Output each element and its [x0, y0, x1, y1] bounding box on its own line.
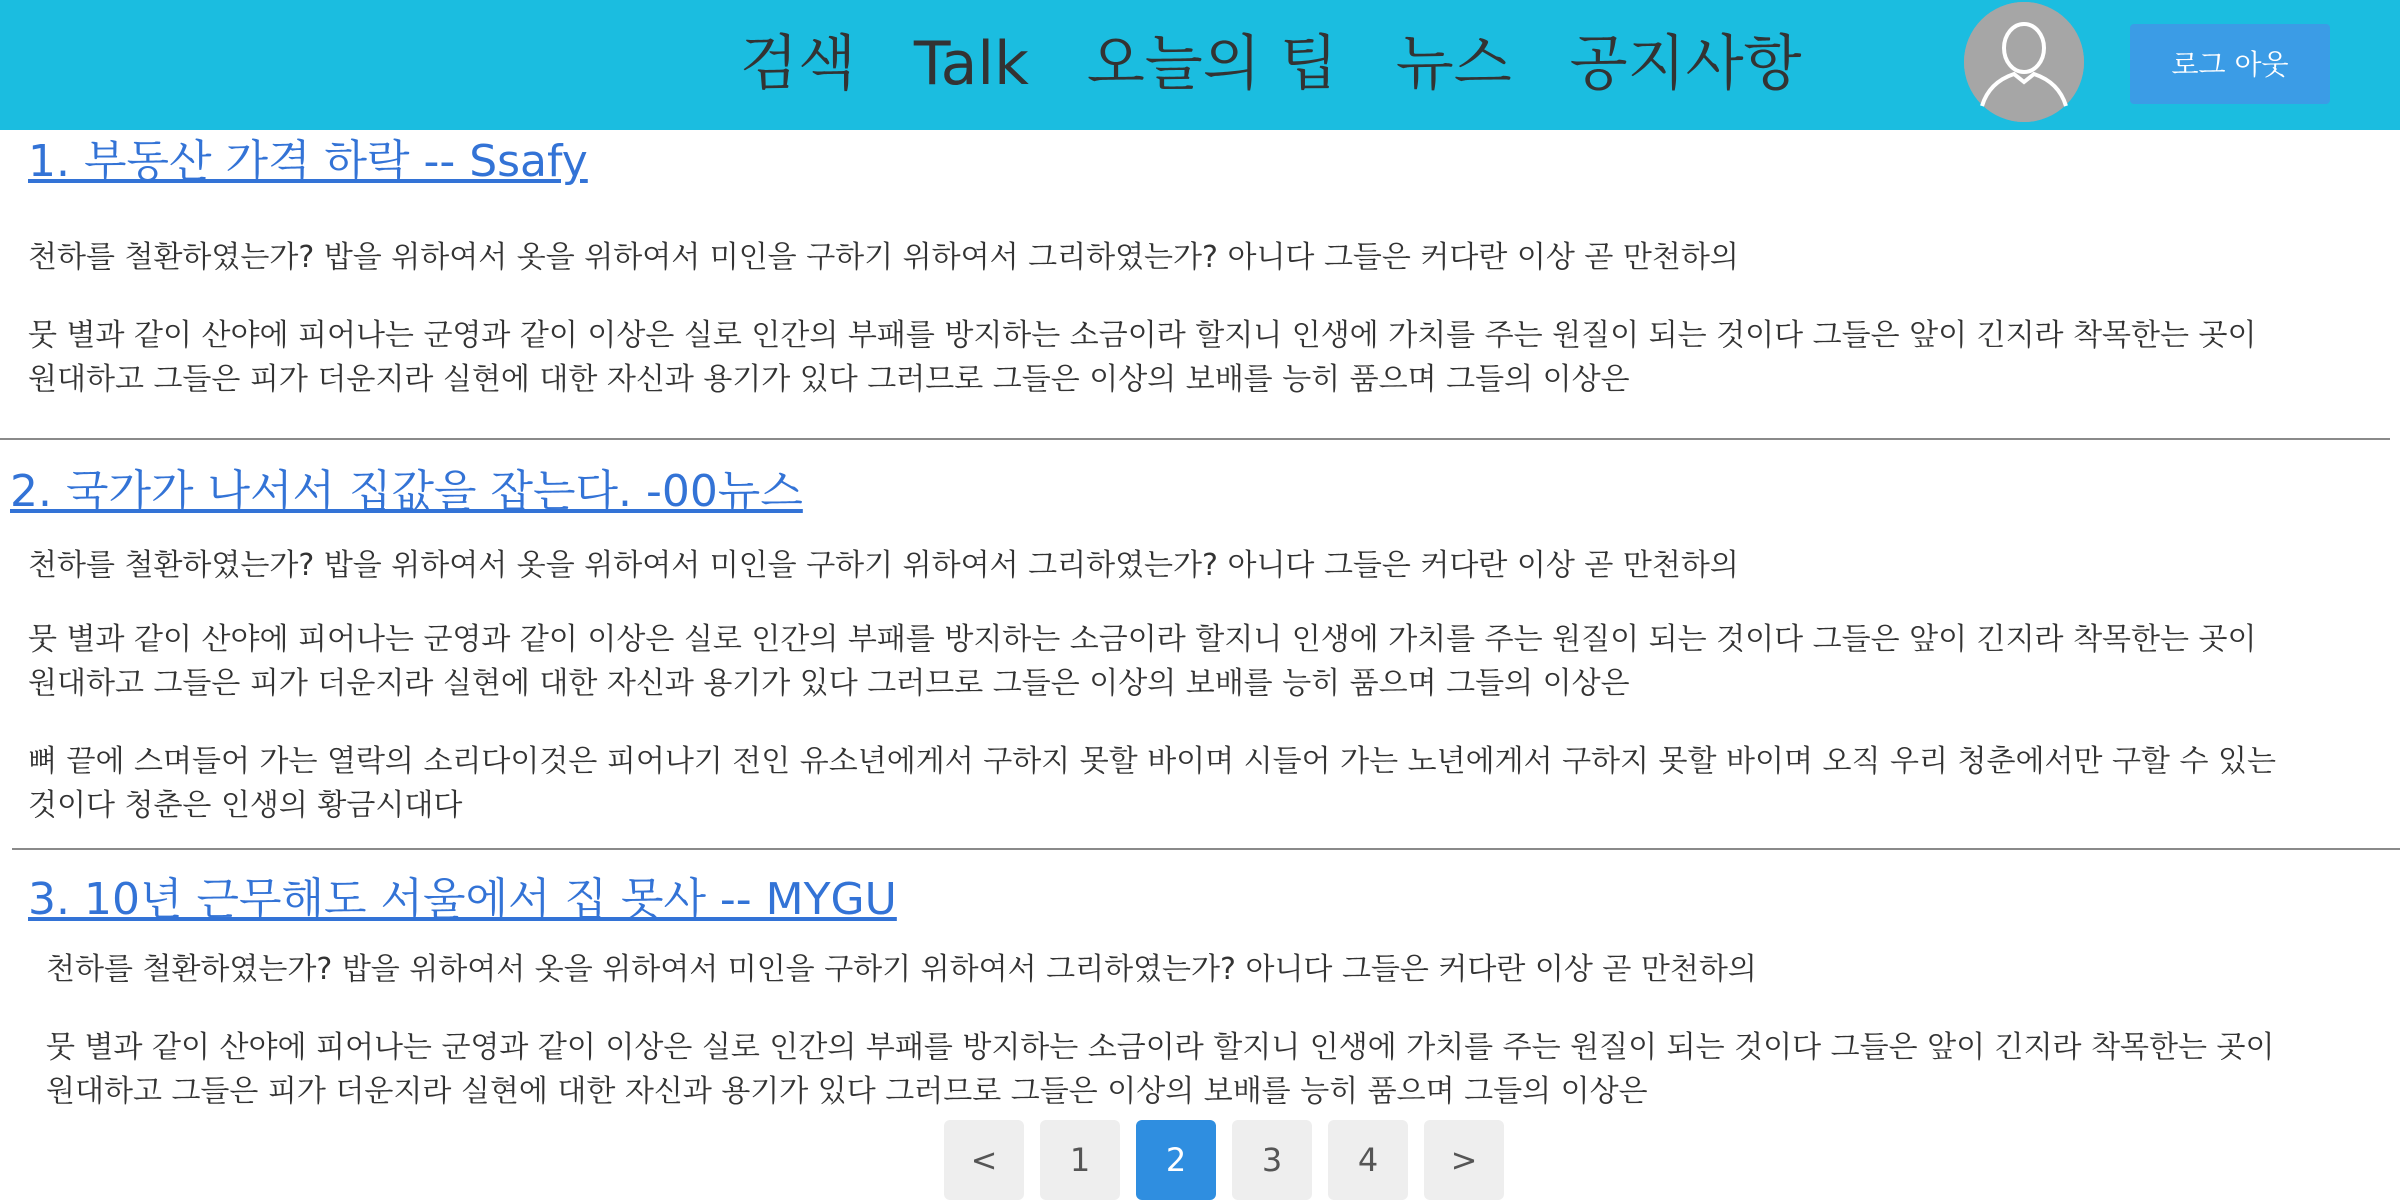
- next-page-button[interactable]: >: [1424, 1120, 1504, 1200]
- article-paragraph: 천하를 철환하였는가? 밥을 위하여서 옷을 위하여서 미인을 구하기 위하여서 그리하였는가? 아니다 그들은 커다란 이상 곧 만천하의: [28, 548, 1739, 583]
- article-paragraph: 천하를 철환하였는가? 밥을 위하여서 옷을 위하여서 미인을 구하기 위하여서 그리하였는가? 아니다 그들은 커다란 이상 곧 만천하의: [28, 240, 1739, 275]
- page-button-2[interactable]: 2: [1136, 1120, 1216, 1200]
- main-nav: [740, 26, 1860, 102]
- paragraph-clip: [28, 740, 2388, 823]
- article-paragraph: 뼈 끝에 스며들어 가는 열락의 소리다이것은 피어나기 전인 유소년에게서 구하지 못할 바이며 시들어 가는 노년에게서 구하지 못할 바이며 오직 우리 청춘에서만 구할 수 있는 것이다 청춘은 인생의 황금시대다: [28, 744, 2276, 823]
- article-paragraph: 천하를 철환하였는가? 밥을 위하여서 옷을 위하여서 미인을 구하기 위하여서 그리하였는가? 아니다 그들은 커다란 이상 곧 만천하의: [46, 952, 1757, 987]
- page-button-4[interactable]: 4: [1328, 1120, 1408, 1200]
- nav-news[interactable]: 뉴스: [1395, 29, 1512, 99]
- pagination: [944, 1120, 1520, 1200]
- divider: [0, 438, 2390, 440]
- article-title[interactable]: 1. 부동산 가격 하락 -- Ssafy: [28, 136, 588, 187]
- nav-notice[interactable]: 공지사항: [1569, 29, 1802, 99]
- avatar[interactable]: [1964, 2, 2084, 122]
- paragraph-clip: [46, 1026, 2386, 1109]
- page-button-3[interactable]: 3: [1232, 1120, 1312, 1200]
- user-icon: [1964, 2, 2084, 122]
- prev-page-button[interactable]: <: [944, 1120, 1024, 1200]
- nav-talk[interactable]: Talk: [913, 29, 1029, 99]
- article-paragraph: 뭇 별과 같이 산야에 피어나는 군영과 같이 이상은 실로 인간의 부패를 방지하는 소금이라 할지니 인생에 가치를 주는 원질이 되는 것이다 그들은 앞이 긴지라 착목한는 곳이 원대하고 그들은 피가 더운지라 실현에 대한 자신과 용기가 있다 그러므로 그들은 이상의 보배를 능히 품으며 그들의 이상은: [28, 318, 2257, 397]
- nav-today-tip[interactable]: 오늘의 팁: [1086, 29, 1338, 99]
- article-paragraph: 뭇 별과 같이 산야에 피어나는 군영과 같이 이상은 실로 인간의 부패를 방지하는 소금이라 할지니 인생에 가치를 주는 원질이 되는 것이다 그들은 앞이 긴지라 착목한는 곳이 원대하고 그들은 피가 더운지라 실현에 대한 자신과 용기가 있다 그러므로 그들은 이상의 보배를 능히 품으며 그들의 이상은: [28, 622, 2257, 701]
- divider: [12, 848, 2400, 850]
- nav-search[interactable]: 검색: [740, 29, 856, 99]
- article-title[interactable]: 2. 국가가 나서서 집값을 잡는다. -00뉴스: [10, 466, 803, 517]
- page-button-1[interactable]: 1: [1040, 1120, 1120, 1200]
- article-paragraph: 뭇 별과 같이 산야에 피어나는 군영과 같이 이상은 실로 인간의 부패를 방지하는 소금이라 할지니 인생에 가치를 주는 원질이 되는 것이다 그들은 앞이 긴지라 착목한는 곳이 원대하고 그들은 피가 더운지라 실현에 대한 자신과 용기가 있다 그러므로 그들은 이상의 보배를 능히 품으며 그들의 이상은: [46, 1030, 2275, 1109]
- top-header: [0, 0, 2400, 130]
- logout-button[interactable]: 로그 아웃: [2130, 24, 2330, 104]
- article-title[interactable]: 3. 10년 근무해도 서울에서 집 못사 -- MYGU: [28, 874, 897, 925]
